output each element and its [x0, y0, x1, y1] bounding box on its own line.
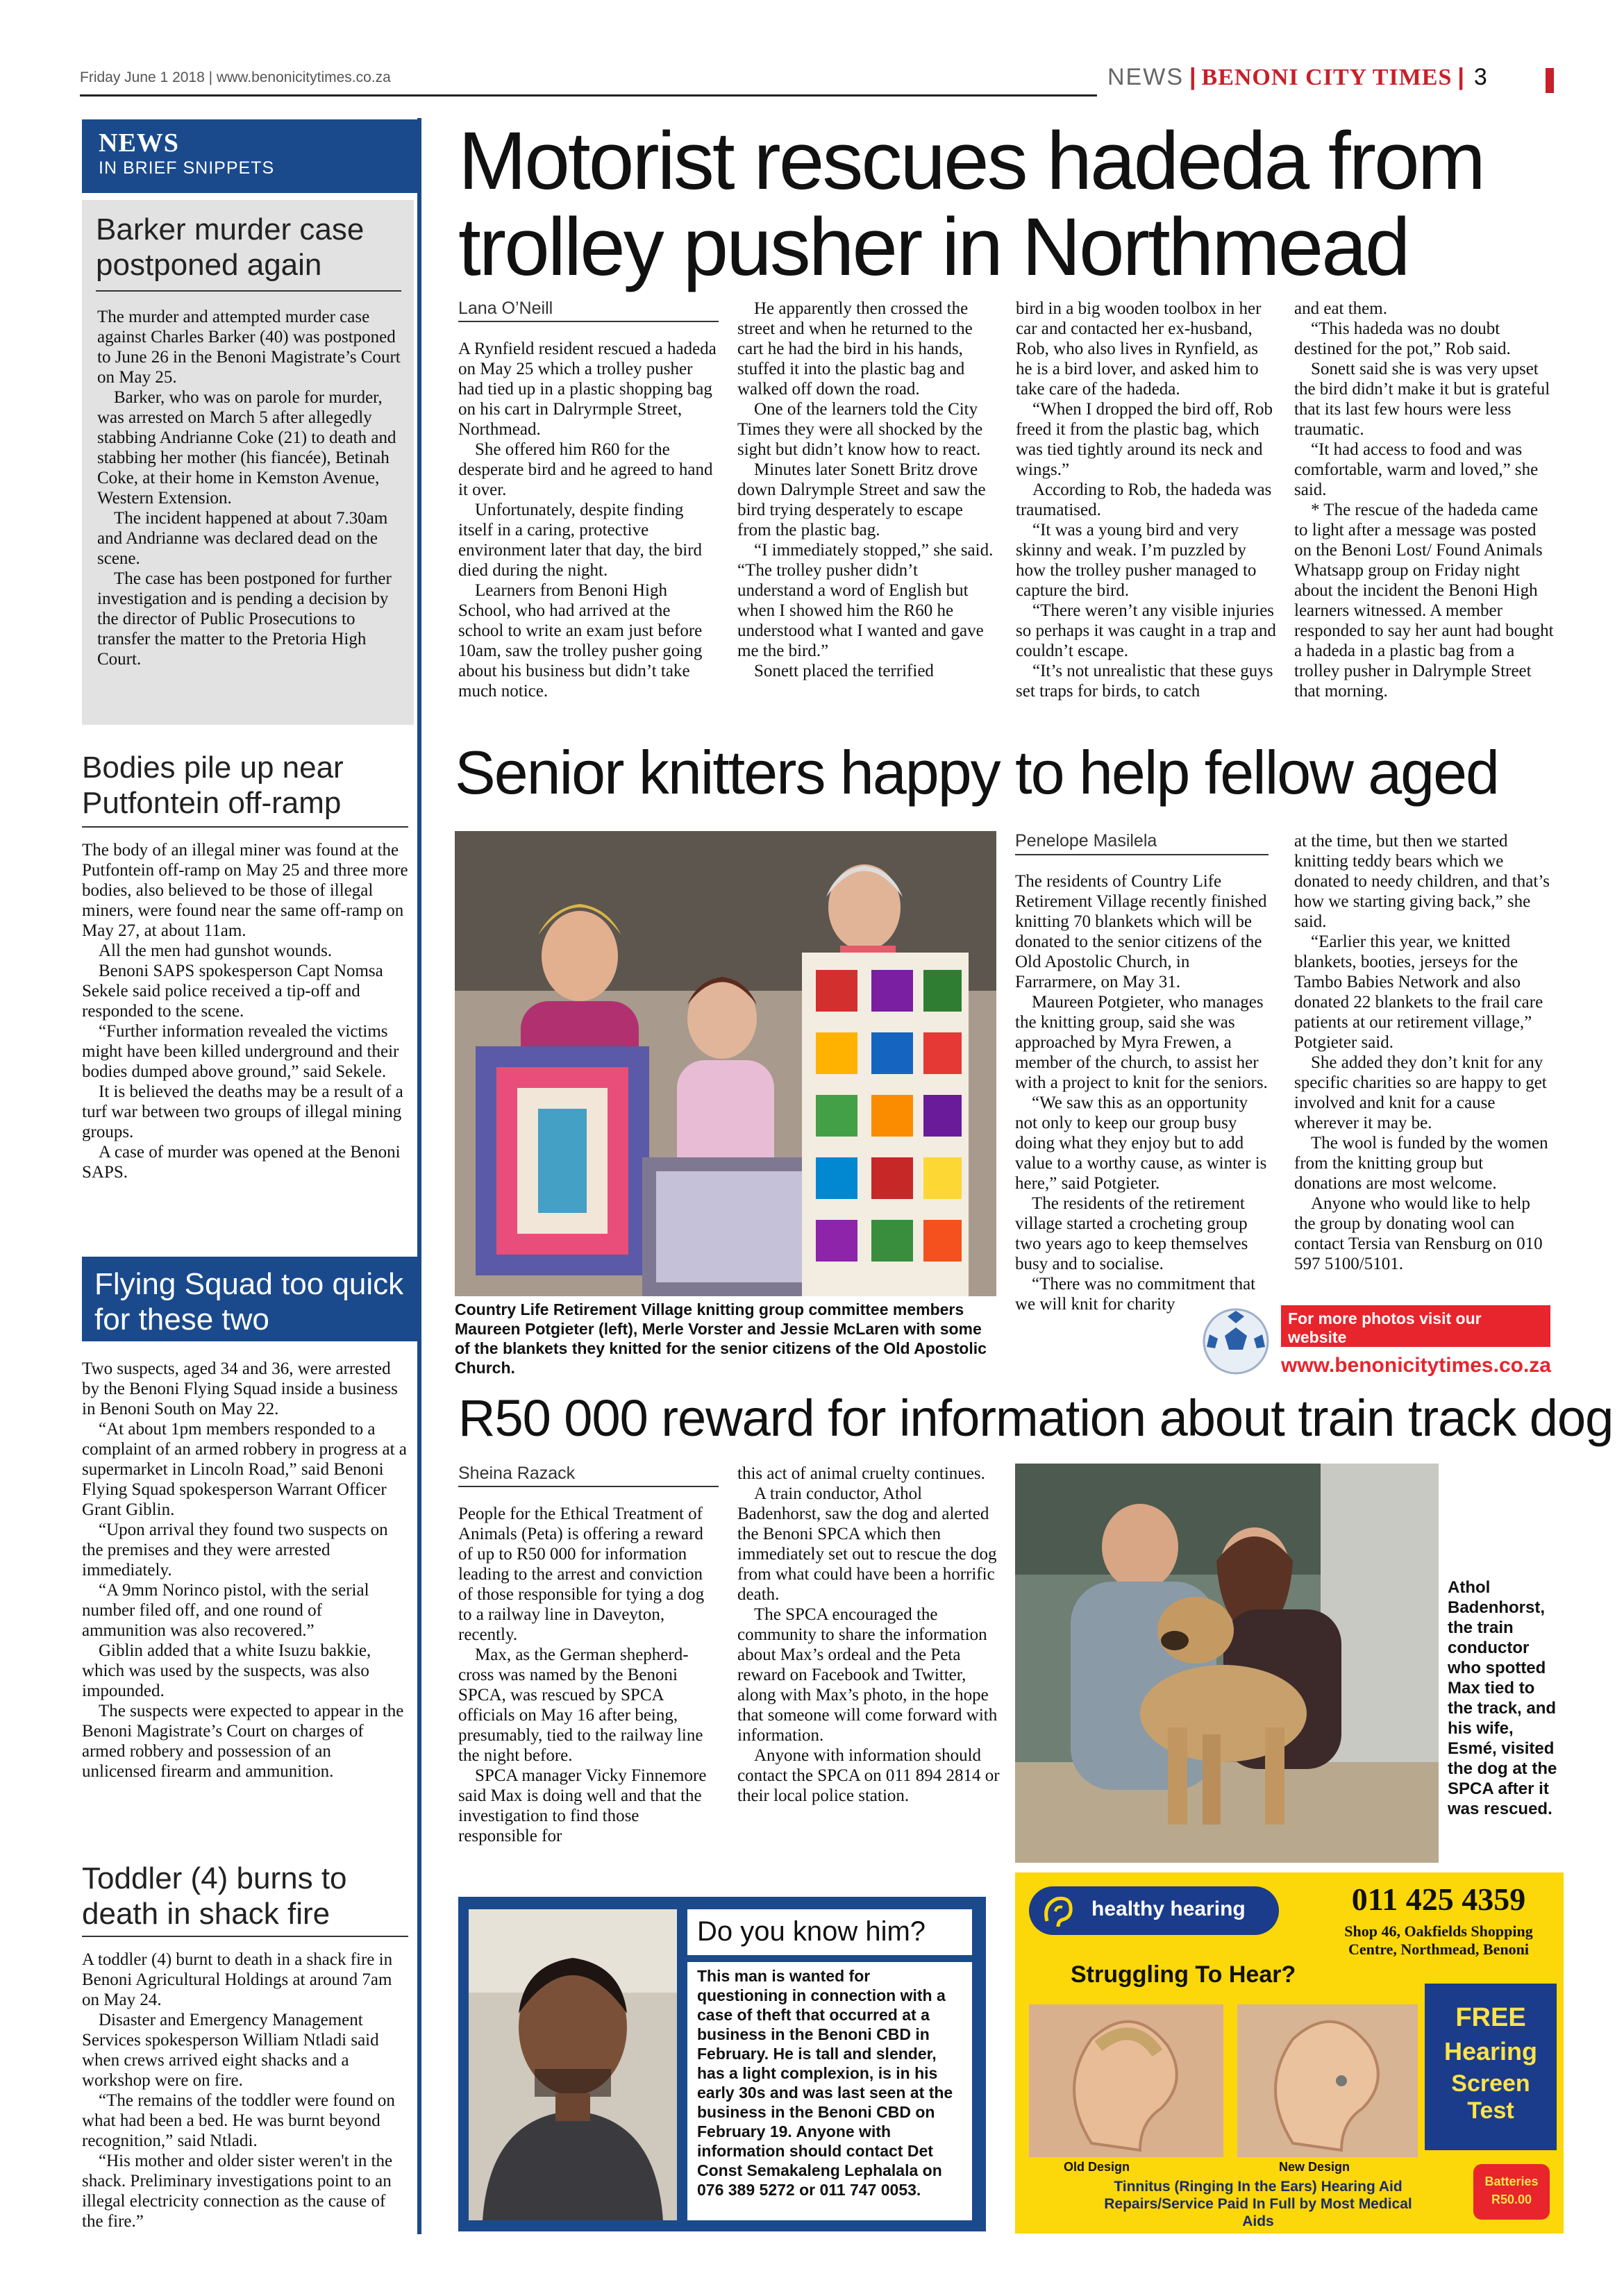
knitters-caption: Country Life Retirement Village knitting group committee members Maureen Potgieter (left), Merle Vorster and Jessie McLaren with some of the blankets they knitted for the senior citizens of the Old Apostolic Church.: [455, 1300, 987, 1377]
dog-byline-rule: [458, 1486, 719, 1487]
old-design-label: Old Design: [1064, 2160, 1130, 2174]
wanted-photo: [469, 1909, 677, 2220]
barker-body: The murder and attempted murder case against Charles Barker (40) was postponed to June 26 in the Benoni Magistrate’s Court on May 25. Barker, who was on parole for murder, was arrested on March 5 after allegedly stabbing Andrianne Coke (21) to death and stabbing her mother (his fiancée), Betinah Coke, at their home in Kemston Avenue, Western Extension. The incident happened at about 7.30am and Andrianne was declared dead on the scene. The case has been postponed for further investigation and is pending a decision by the director of Public Prosecutions to transfer the matter to the Pretoria High Court.: [97, 308, 401, 669]
new-hearing-aid-image: [1237, 2004, 1418, 2157]
ad-slogan: Struggling To Hear?: [1071, 1956, 1321, 1995]
knitters-photo-image: [455, 831, 996, 1296]
more-photos-banner: For more photos visit our website: [1281, 1305, 1550, 1347]
ad-address: Shop 46, Oakfields Shopping Centre, Northmead, Benoni: [1344, 1922, 1533, 1958]
knitters-byline: Penelope Masilela: [1015, 831, 1157, 850]
column-divider: [417, 118, 421, 2234]
red-tab: [1546, 68, 1554, 93]
wanted-body: This man is wanted for questioning in connection with a case of theft that occurred at a business in the Benoni CBD in February. He is tall and slender, has a light complexion, is in his early 30s and was last seen at the business in the Benoni CBD on February 19. Anyone with information should contact Det Const Semakaleng Lephalala on 076 389 5272 or 011 747 0053.: [687, 1962, 972, 2220]
hadeda-col-3: bird in a big wooden toolbox in her car and contacted her ex-husband, Rob, who also lives in Rynfield, as he is a bird lover, and asked him to take care of the hadeda. “When I dropped the bird off, Rob freed it from the plastic bag, which was tied tightly around its neck and wings.” According to Rob, the hadeda was traumatised. “It was a young bird and very skinny and weak. I’m puzzled by how the trolley pusher managed to capture the bird. “There weren’t any visible injuries so perhaps it was caught in a trap and couldn’t escape. “It’s not unrealistic that these guys set traps for birds, to catch: [1016, 299, 1276, 701]
dog-caption: Athol Badenhorst, the train conductor who spotted Max tied to the track, and his wife, Esmé, visited the dog at the SPCA after it was rescued.: [1448, 1578, 1557, 1818]
bodies-rule: [82, 826, 408, 828]
dog-byline: Sheina Razack: [458, 1464, 576, 1483]
toddler-rule: [82, 1936, 408, 1937]
hadeda-headline: Motorist rescues hadeda from trolley pusher in Northmead: [458, 115, 1484, 293]
dog-photo: [1015, 1464, 1439, 1863]
ear-logo-icon: [1037, 1891, 1079, 1932]
old-hearing-aid-image: [1029, 2004, 1223, 2157]
dateline: Friday June 1 2018 | www.benonicitytimes.co.za: [80, 69, 391, 85]
news-in-brief-header: [82, 119, 421, 193]
free-screen-test-badge: FREE Hearing Screen Test: [1425, 1984, 1557, 2150]
barker-rule: [96, 290, 401, 292]
nib-subtitle: IN BRIEF SNIPPETS: [99, 158, 275, 178]
hadeda-col-2: He apparently then crossed the street and when he returned to the cart he had the bird in his hands, stuffed it into the plastic bag and walked off down the road. One of the learners told the City Times they were all shocked by the sight but didn’t know how to react. Minutes later Sonett Britz drove down Dalrymple Street and saw the bird trying desperately to escape from the plastic bag. “I immediately stopped,” she said. “The trolley pusher didn’t understand a word of English but when I showed him the R60 he understood what I wanted and gave me the bird.” Sonett placed the terrified: [737, 299, 994, 680]
website-link[interactable]: www.benonicitytimes.co.za: [1281, 1354, 1551, 1377]
ad-phone[interactable]: 011 425 4359: [1351, 1882, 1526, 1917]
ad-brand: healthy hearing: [1029, 1886, 1279, 1935]
hadeda-col-4: and eat them. “This hadeda was no doubt destined for the pot,” Rob said. Sonett said she is was very upset the bird didn’t make it but is grateful that its last few hours were less traumatic. “It had access to food and was comfortable, warm and loved,” she said. * The rescue of the hadeda came to light after a message was posted on the Benoni Lost/ Found Animals Whatsapp group on Friday night about the incident the Benoni High learners witnessed. A member responded to say her aunt had bought a hadeda in a plastic bag from a trolley pusher in Dalrymple Street that morning.: [1294, 299, 1554, 701]
dog-col-1: People for the Ethical Treatment of Animals (Peta) is offering a reward of up to R50 000 for information leading to the arrest and conviction of those responsible for tying a dog to a railway line in Daveyton, recently. Max, as the German shepherd-cross was named by the Benoni SPCA, was rescued by SPCA officials on May 16 after being, presumably, tied to the railway line the night before. SPCA manager Vicky Finnemore said Max is doing well and that the investigation to find those responsible for: [458, 1505, 707, 1845]
knitters-photo: [455, 831, 996, 1296]
flying-squad-headline: Flying Squad too quick for these two: [82, 1257, 421, 1341]
hadeda-col-1: A Rynfield resident rescued a hadeda on May 25 which a trolley pusher had tied up in a plastic shopping bag on his cart in Dalryrmple Street, Northmead. She offered him R60 for the desperate bird and he agreed to hand it over. Unfortunately, despite finding itself in a caring, protective environment later that day, the bird died during the night. Learners from Benoni High School, who had arrived at the school to write an exam just before 10am, saw the trolley pusher going about his business but didn’t take much notice.: [458, 340, 717, 701]
barker-headline: Barker murder case postponed again: [96, 212, 365, 282]
hearing-advert[interactable]: [1015, 1872, 1564, 2234]
masthead: NEWS | BENONI CITY TIMES | 3: [1107, 64, 1487, 90]
dog-headline: R50 000 reward for information about train track dog: [458, 1389, 1614, 1447]
batteries-badge: Batteries R50.00: [1473, 2164, 1550, 2220]
toddler-body: A toddler (4) burnt to death in a shack fire in Benoni Agricultural Holdings at around 7am on May 24. Disaster and Emergency Management Services spokesperson William Ntladi said when crews arrived eight shacks and a workshop were on fire. “The remains of the toddler were found on what had been a bed. He was burnt beyond recognition,” said Ntladi. “His mother and older sister weren't in the shack. Preliminary investigations point to an illegal electricity connection as the cause of the fire.”: [82, 1950, 395, 2231]
wanted-title: Do you know him?: [687, 1909, 972, 1955]
section-label: NEWS: [1107, 64, 1184, 90]
page-number: 3: [1473, 64, 1487, 90]
soccer-ball-icon: [1201, 1307, 1271, 1376]
dog-col-2: this act of animal cruelty continues. A train conductor, Athol Badenhorst, saw the dog and alerted the Benoni SPCA which then immediately set out to rescue the dog from what could have been a horrific death. The SPCA encouraged the community to share the information about Max’s ordeal and the Peta reward on Facebook and Twitter, along with Max’s photo, in the hope that someone will come forward with information. Anyone with information should contact the SPCA on 011 894 2814 or their local police station.: [737, 1464, 1000, 1805]
knitters-byline-rule: [1015, 854, 1269, 855]
knitters-col-1: The residents of Country Life Retirement Village recently finished knitting 70 blankets which will be donated to the senior citizens of the Old Apostolic Church, in Farrarmere, on May 31. Maureen Potgieter, who manages the knitting group, said she was approached by Myra Frewen, a member of the church, to assist her with a project to knit for the seniors. “We saw this as an opportunity not only to keep our group busy doing what they enjoy but to add value to a worthy cause, as winter is here,” said Potgieter. The residents of the retirement village started a crocheting group two years ago to keep themselves busy and to socialise. “There was no commitment that we will knit for charity: [1015, 872, 1268, 1314]
bodies-headline: Bodies pile up near Putfontein off-ramp: [82, 751, 344, 820]
new-design-label: New Design: [1279, 2160, 1350, 2174]
hadeda-byline: Lana O’Neill: [458, 299, 553, 318]
ad-services: Tinnitus (Ringing In the Ears) Hearing Aid Repairs/Service Paid In Full by Most Medical Aids: [1104, 2179, 1412, 2229]
knitters-col-2: at the time, but then we started knitting teddy bears which we donated to needy children, and that’s how we starting giving back,” she said. “Earlier this year, we knitted blankets, booties, jerseys for the Tambo Babies Network and also donated 22 blankets to the frail care patients at our retirement village,” Potgieter said. She added they don’t knit for any specific charities so are happy to get involved and knit for a cause wherever it may be. The wool is funded by the women from the knitting group but donations are most welcome. Anyone who would like to help the group by donating wool can contact Tersia van Rensburg on 010 597 5100/5101.: [1294, 832, 1550, 1273]
toddler-headline: Toddler (4) burns to death in shack fire: [82, 1861, 347, 1931]
header-rule: [80, 94, 1097, 97]
hadeda-byline-rule: [458, 321, 719, 322]
dog-photo-image: [1015, 1464, 1439, 1863]
knitters-headline: Senior knitters happy to help fellow aged: [455, 738, 1498, 807]
flying-squad-body: Two suspects, aged 34 and 36, were arrested by the Benoni Flying Squad inside a business in Benoni South on May 22. “At about 1pm members responded to a complaint of an armed robbery in progress at a supermarket in Lincoln Road,” said Benoni Flying Squad spokesperson Warrant Officer Grant Giblin. “Upon arrival they found two suspects on the premises and they were arrested immediately. “A 9mm Norinco pistol, with the serial number filed off, and one round of ammunition was also recovered.” Giblin added that a white Isuzu bakkie, which was used by the suspects, was also impounded. The suspects were expected to appear in the Benoni Magistrate’s Court on charges of armed robbery and possession of an unlicensed firearm and ammunition.: [82, 1359, 407, 1781]
wanted-photo-image: [469, 1909, 677, 2220]
bodies-body: The body of an illegal miner was found at the Putfontein off-ramp on May 25 and three more bodies, also believed to be those of illegal miners, were found near the same off-ramp on May 27, at about 11am. All the men had gunshot wounds. Benoni SAPS spokesperson Capt Nomsa Sekele said police received a tip-off and responded to the scene. “Further information revealed the victims might have been killed underground and their bodies dumped above ground,” said Sekele. It is believed the deaths may be a result of a turf war between two groups of illegal mining groups. A case of murder was opened at the Benoni SAPS.: [82, 841, 408, 1182]
paper-name: BENONI CITY TIMES: [1201, 65, 1453, 90]
nib-title: NEWS: [99, 128, 179, 158]
